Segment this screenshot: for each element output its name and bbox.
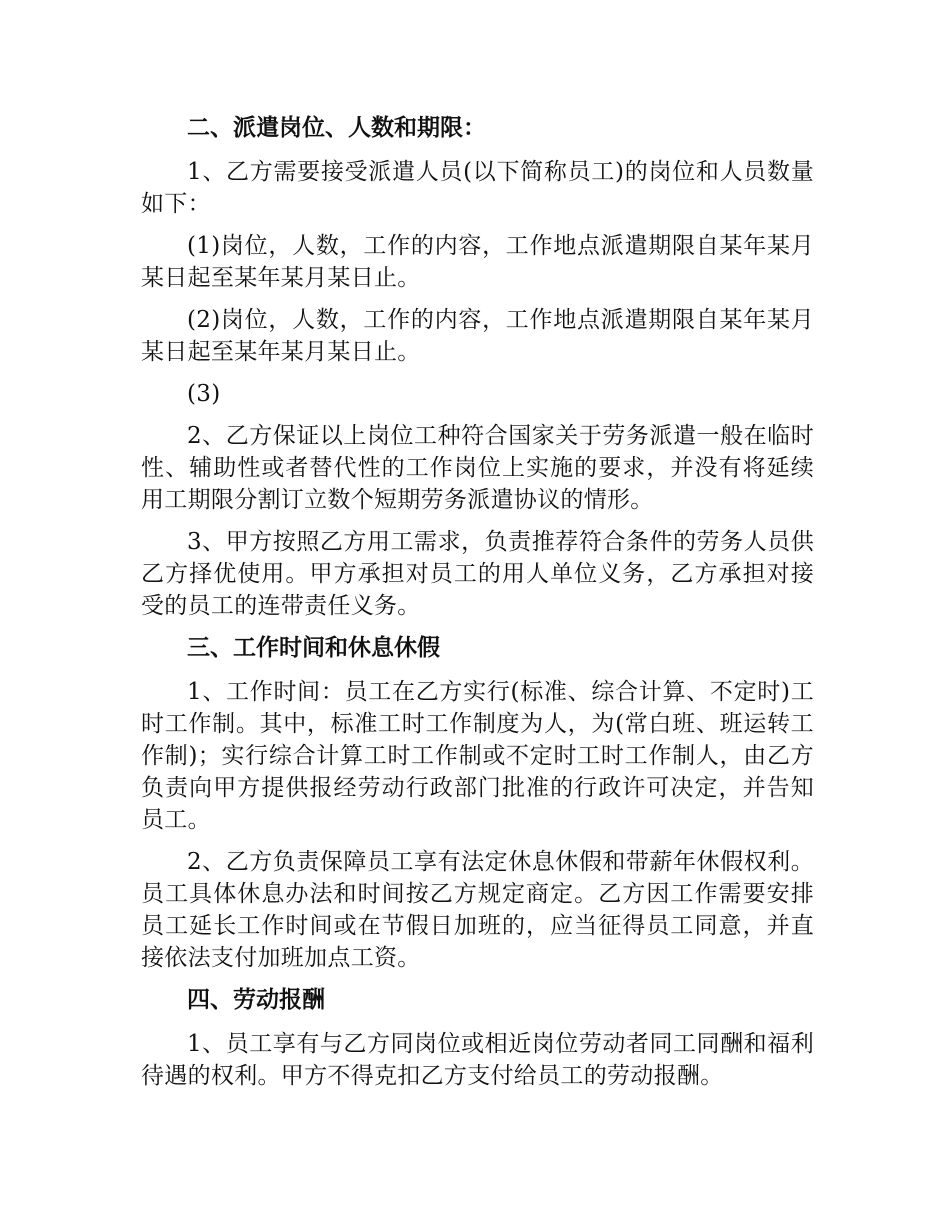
paragraph: 1、工作时间：员工在乙方实行(标准、综合计算、不定时)工时工作制。其中，标准工时工作制度为人，为(常白班、班运转工作制)；实行综合计算工时工作制或不定时工时工作制人，由乙方负责向甲方提供报经劳动行政部门批准的行政许可决定，并告知员工。 [141, 679, 814, 833]
section-heading-dispatch: 二、派遣岗位、人数和期限： [187, 115, 486, 141]
paragraph: 2、乙方保证以上岗位工种符合国家关于劳务派遣一般在临时性、辅助性或者替代性的工作岗位上实施的要求，并没有将延续用工期限分割订立数个短期劳务派遣协议的情形。 [141, 423, 814, 513]
paragraph: (3) [187, 381, 221, 407]
paragraph: 1、乙方需要接受派遣人员(以下简称员工)的岗位和人员数量如下： [141, 159, 814, 217]
document-body [141, 112, 814, 1102]
paragraph: (1)岗位，人数，工作的内容，工作地点派遣期限自某年某月某日起至某年某月某日止。 [141, 233, 814, 291]
paragraph: (2)岗位，人数，工作的内容，工作地点派遣期限自某年某月某日起至某年某月某日止。 [141, 307, 814, 365]
paragraph: 2、乙方负责保障员工享有法定休息休假和带薪年休假权利。员工具体休息办法和时间按乙方规定商定。乙方因工作需要安排员工延长工作时间或在节假日加班的，应当征得员工同意，并直接依法支付加班加点工资。 [141, 849, 814, 971]
section-heading-remuneration: 四、劳动报酬 [187, 987, 325, 1013]
paragraph: 1、员工享有与乙方同岗位或相近岗位劳动者同工同酬和福利待遇的权利。甲方不得克扣乙方支付给员工的劳动报酬。 [141, 1031, 814, 1089]
paragraph: 3、甲方按照乙方用工需求，负责推荐符合条件的劳务人员供乙方择优使用。甲方承担对员工的用人单位义务，乙方承担对接受的员工的连带责任义务。 [141, 529, 814, 619]
section-heading-working-hours: 三、工作时间和休息休假 [187, 635, 440, 661]
